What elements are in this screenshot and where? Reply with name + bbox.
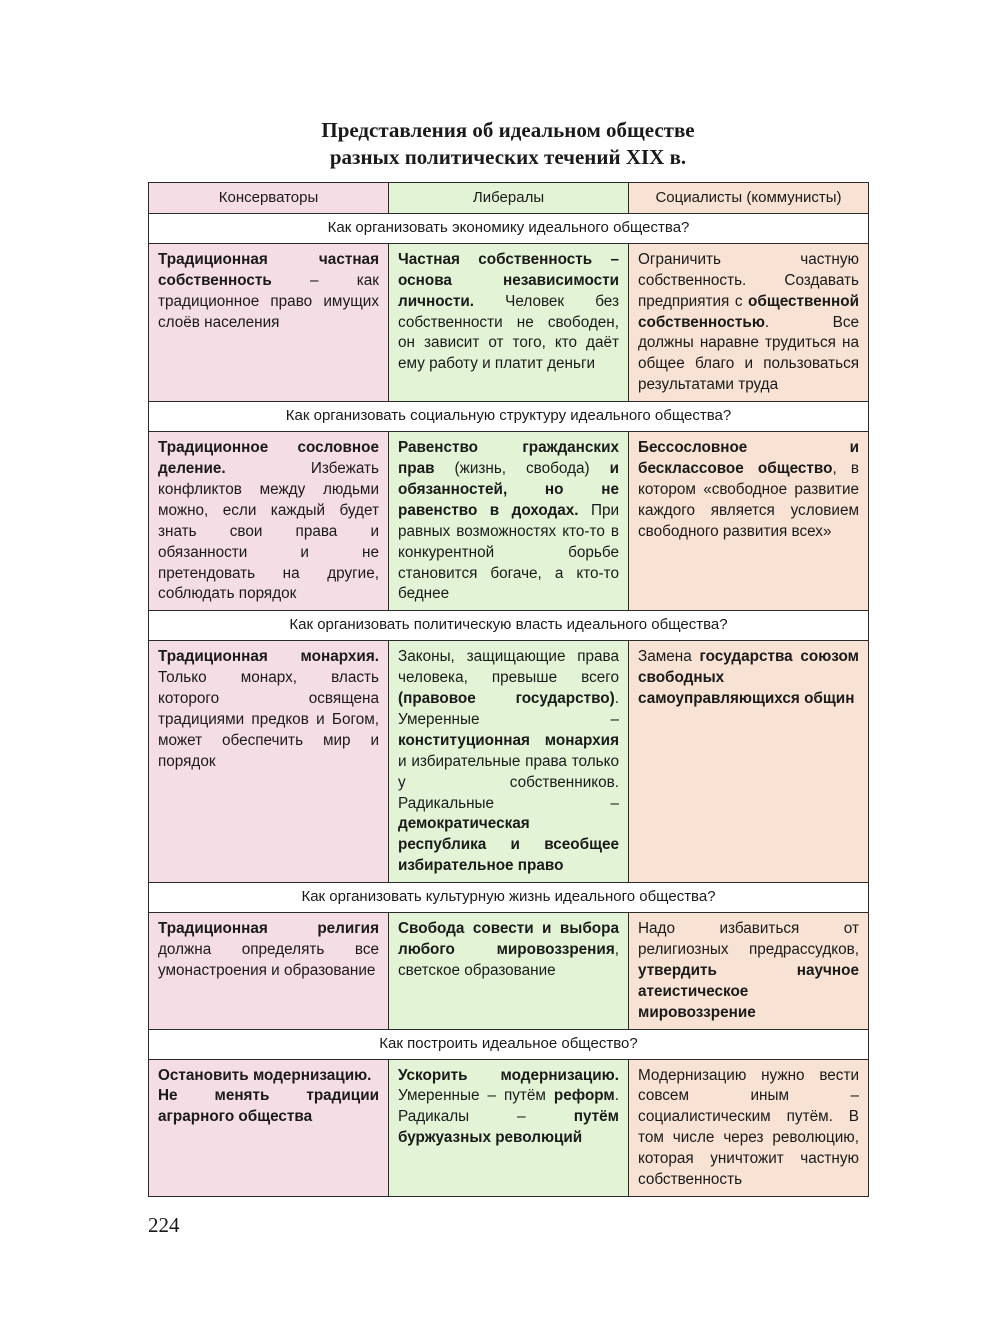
cell-text: Избежать конфликтов между людьми можно, если каждый будет знать свои права и обязанности и не претендовать на другие, соблюдать порядок [158,459,379,603]
cell-bold-text: Традиционное сословное деление. [158,439,379,477]
cell-liberals [389,432,629,611]
cell-liberals [389,641,629,883]
cell-socialists [629,432,869,611]
column-header-liberals: Либералы [389,183,629,214]
cell-text: Модернизацию нужно вести совсем иным – социалистическим путём. В том числе через революцию, которая уничтожит частную собственность [638,1066,859,1189]
cell-bold-text: Традиционная религия [158,920,379,938]
cell-liberals [389,1059,629,1196]
cell-bold-text: Традиционная монархия. [158,648,379,666]
cell-bold-text: Не менять традиции аграрного общества [158,1087,379,1126]
cell-conservatives [149,243,389,401]
cell-conservatives [149,432,389,611]
question-row [149,213,869,243]
cell-bold-text: Равенство гражданских прав [398,439,619,477]
cell-bold-text: Ускорить модернизацию. [398,1066,619,1084]
cell-socialists [629,1059,869,1196]
content-row [149,243,869,401]
question-row [149,611,869,641]
content-row [149,432,869,611]
cell-bold-text: конституционная монархия [398,731,619,749]
section-question: Как организовать культурную жизнь идеального общества? [149,883,869,913]
column-header-conservatives: Консерваторы [149,183,389,214]
cell-text: Только монарх, власть которого освящена традициями предков и Богом, может обеспечить мир и порядок [158,669,379,770]
column-header-socialists: Социалисты (коммунисты) [629,183,869,214]
cell-bold-text: (правовое государство) [398,690,615,708]
cell-text: Надо избавиться от религиозных предрассудков, [638,920,859,958]
cell-bold-text: Частная собственность – основа независимости личности. [398,250,619,310]
page-title-line-2: разных политических течений XIX в. [329,145,687,169]
content-row [149,913,869,1030]
cell-text: – как традиционное право имущих слоёв населения [158,271,379,331]
content-row [149,641,869,883]
page-title-line-1: Представления об идеальном обществе [321,118,695,142]
cell-bold-text: и обязанностей, но не равенство в доходах. [398,459,619,519]
page-number: 224 [148,1213,180,1237]
page-title [148,117,868,171]
cell-bold-text: Бессословное и бесклассовое общество [638,439,859,477]
cell-bold-text: утвердить научное атеистическое мировоззрение [638,961,859,1021]
table-header-row [149,183,869,214]
cell-text: Законы, защищающие права человека, превыше всего [398,648,619,687]
content-row [149,1059,869,1196]
cell-text: , светское образование [398,941,619,979]
cell-text: и избирательные права только у собственников. Радикальные – [398,752,619,812]
ideal-society-table [148,182,869,1197]
cell-bold-text: демократическая республика и всеобщее избирательное право [398,815,619,875]
question-row [149,883,869,913]
cell-text: Человек без собственности не свободен, он зависит от того, кто даёт ему работу и платит деньги [398,292,619,373]
section-question: Как организовать политическую власть идеального общества? [149,611,869,641]
cell-bold-text: Остановить модернизацию. [158,1066,372,1084]
cell-liberals [389,243,629,401]
cell-socialists [629,641,869,883]
cell-socialists [629,243,869,401]
cell-conservatives [149,913,389,1030]
cell-text: . Все должны наравне трудиться на общее благо и пользоваться результатами труда [638,313,859,394]
cell-conservatives [149,1059,389,1196]
cell-bold-text: государства союзом свободных самоуправляющихся общин [638,648,859,708]
question-row [149,1029,869,1059]
cell-bold-text: Традиционная частная собственность [158,250,379,289]
cell-bold-text: общественной собственностью [638,292,859,331]
cell-text: , в котором «свободное развитие каждого является условием свободного развития всех» [638,459,859,540]
cell-text: При равных возможностях кто-то в конкурентной борьбе становится богаче, а кто-то беднее [398,501,620,603]
cell-text: Умеренные – путём [398,1087,554,1105]
question-row [149,402,869,432]
cell-bold-text: путём буржуазных революций [398,1108,619,1147]
cell-text: . Радикалы – [398,1087,619,1126]
section-question: Как организовать экономику идеального общества? [149,213,869,243]
cell-bold-text: реформ [553,1087,615,1105]
table-body [149,213,869,1196]
cell-bold-text: Свобода совести и выбора любого мировоззрения [398,920,619,958]
cell-liberals [389,913,629,1030]
cell-text: . Умеренные – [398,690,619,728]
cell-text: должна определять все умонастроения и образование [158,941,379,979]
cell-text: (жизнь, свобода) [434,459,610,477]
cell-text: Ограничить частную собственность. Создавать предприятия с [638,250,859,310]
cell-conservatives [149,641,389,883]
cell-socialists [629,913,869,1030]
section-question: Как организовать социальную структуру идеального общества? [149,402,869,432]
cell-text: Замена [638,648,700,666]
section-question: Как построить идеальное общество? [149,1029,869,1059]
